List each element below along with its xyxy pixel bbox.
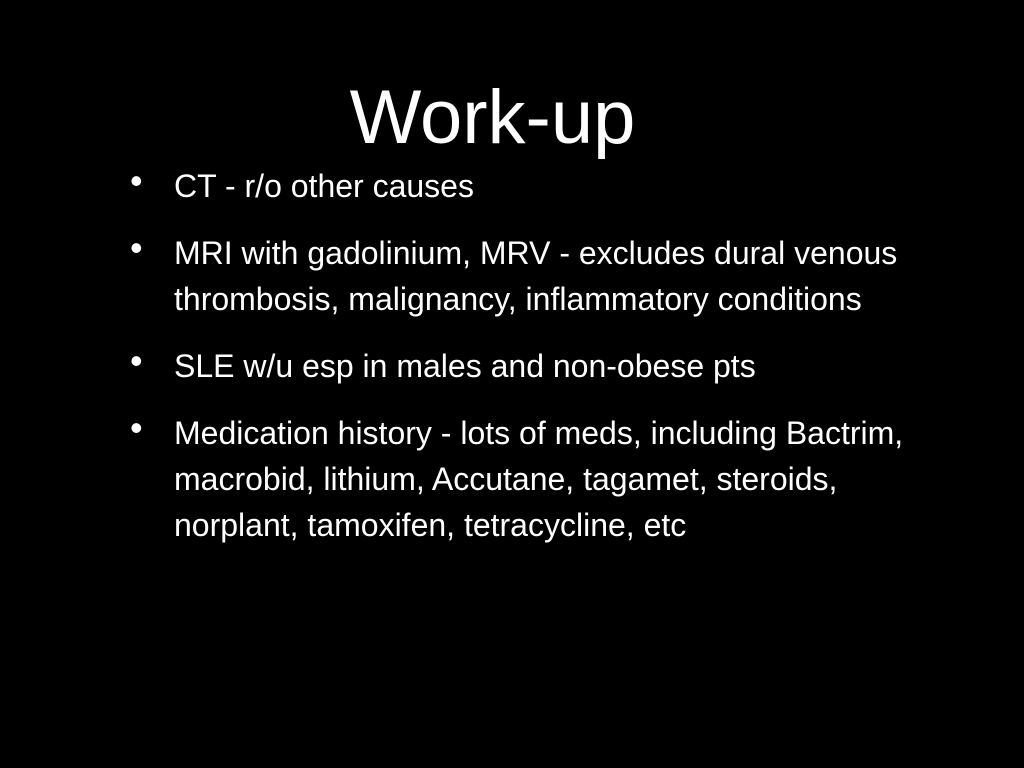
- list-item: [130, 340, 930, 389]
- bullet-text: MRI with gadolinium, MRV - excludes dural venous thrombosis, malignancy, inflammatory conditions: [174, 235, 898, 317]
- list-item: [130, 227, 930, 322]
- bullet-text: CT - r/o other causes: [174, 168, 474, 204]
- bullet-icon: •: [130, 340, 143, 381]
- bullet-list: [130, 160, 930, 569]
- list-item: [130, 407, 930, 548]
- bullet-text: SLE w/u esp in males and non-obese pts: [174, 348, 756, 384]
- slide-title: Work-up: [349, 75, 636, 160]
- bullet-icon: •: [130, 407, 143, 448]
- bullet-text: Medication history - lots of meds, including Bactrim, macrobid, lithium, Accutane, tagamet, steroids, norplant, tamoxifen, tetracycline, etc: [174, 415, 904, 543]
- bullet-icon: •: [130, 227, 143, 268]
- bullet-icon: •: [130, 160, 143, 201]
- list-item: [130, 160, 930, 209]
